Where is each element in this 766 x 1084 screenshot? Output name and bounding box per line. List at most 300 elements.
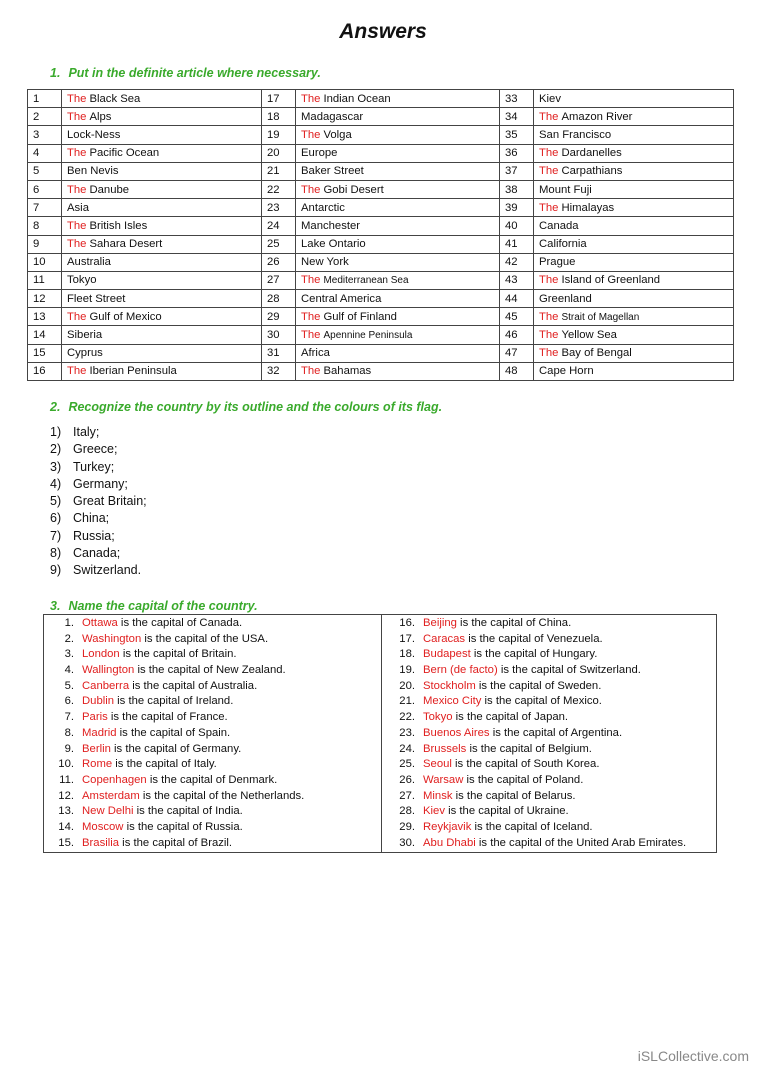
countries-list [50,424,147,580]
list-item [50,459,147,476]
item-number: 34 [500,108,534,126]
place-name: Sahara Desert [89,238,163,251]
capitals-left-column [44,616,304,851]
capital-name: Washington [82,632,142,645]
item-number: 21 [262,162,296,180]
item-number: 41 [500,235,534,253]
list-item [390,710,686,726]
list-item [390,616,686,632]
capital-name: Copenhagen [82,773,147,786]
definite-article: The [301,183,321,196]
definite-article: The [67,238,87,251]
item-number: 16. [399,617,415,629]
list-item [44,694,304,710]
item-number: 3) [50,459,62,474]
item-answer [296,308,500,326]
item-number: 9 [28,235,62,253]
definite-article: The [539,165,559,178]
item-number: 48 [500,362,534,380]
table-row [28,326,734,344]
capital-name: Minsk [423,789,453,802]
item-answer [534,126,734,144]
item-answer [62,308,262,326]
item-answer [534,199,734,217]
item-number: 22 [262,180,296,198]
list-item [390,773,686,789]
item-number: 33 [500,90,534,108]
table-row [28,162,734,180]
item-answer [296,362,500,380]
item-answer [534,235,734,253]
list-item [44,632,304,648]
item-number: 7. [64,711,74,724]
item-answer [296,235,500,253]
capital-sentence: is the capital of Iceland. [471,820,593,833]
capital-sentence: is the capital of Ireland. [114,695,234,708]
item-number: 37 [500,162,534,180]
capital-sentence: is the capital of Belarus. [452,789,576,802]
section-2-number: 2. [50,400,61,414]
item-number: 40 [500,217,534,235]
item-number: 8) [50,546,62,561]
capital-sentence: is the capital of the USA. [141,632,269,645]
item-number: 11 [28,271,62,289]
place-name: San Francisco [539,128,612,141]
place-name: Tokyo [67,274,97,287]
item-number: 4 [28,144,62,162]
definite-article: The [301,274,321,287]
item-answer [62,344,262,362]
item-number: 4. [64,664,74,677]
place-name: Prague [539,256,576,269]
country-name: Italy; [73,425,100,439]
capital-sentence: is the capital of Russia. [123,820,243,833]
item-number: 2. [64,632,74,645]
item-answer [62,199,262,217]
capital-name: Buenos Aires [423,726,490,739]
capital-name: Canberra [82,679,130,692]
place-name: Mount Fuji [539,183,592,196]
item-number: 1 [28,90,62,108]
list-item [390,663,686,679]
capital-name: Abu Dhabi [423,836,476,849]
country-name: Canada; [73,546,121,561]
place-name: Yellow Sea [561,329,617,342]
place-name: Siberia [67,329,103,342]
item-answer [534,362,734,380]
item-number: 2) [50,442,62,457]
item-number: 26 [262,253,296,271]
item-answer [534,253,734,271]
item-answer [296,326,500,344]
capital-name: Amsterdam [82,789,140,802]
item-number: 15. [58,836,74,849]
country-name: Russia; [73,528,115,543]
table-row [28,308,734,326]
capital-sentence: is the capital of Germany. [110,742,242,755]
item-number: 29. [399,820,415,833]
table-row [28,290,734,308]
section-2-heading-text: Recognize the country by its outline and the colours of its flag. [68,400,443,414]
item-number: 23 [262,199,296,217]
capital-sentence: is the capital of Denmark. [146,773,278,786]
list-item [44,647,304,663]
place-name: Himalayas [561,201,615,214]
table-row [28,362,734,380]
item-number: 8 [28,217,62,235]
item-number: 2 [28,108,62,126]
item-answer [534,326,734,344]
item-number: 15 [28,344,62,362]
capital-sentence: is the capital of Argentina. [489,726,623,739]
place-name: New York [301,256,349,269]
capital-sentence: is the capital of Britain. [119,648,237,661]
place-name: Fleet Street [67,292,126,305]
table-row [28,235,734,253]
table-row [28,271,734,289]
table-row [28,253,734,271]
item-number: 18 [262,108,296,126]
item-answer [534,180,734,198]
item-number: 36 [500,144,534,162]
definite-article: The [539,274,559,287]
capital-name: Reykjavik [423,820,472,833]
place-name: Cape Horn [539,365,594,378]
place-name: Canada [539,219,579,232]
list-item [44,789,304,805]
place-name: Africa [301,347,330,360]
capitals-box [43,614,717,853]
place-name: Madagascar [301,110,364,123]
item-answer [296,344,500,362]
item-number: 30 [262,326,296,344]
item-number: 9. [64,742,74,755]
place-name: Dardanelles [561,147,622,160]
table-row [28,126,734,144]
place-name: Black Sea [89,92,141,105]
capital-sentence: is the capital of Australia. [129,679,258,692]
item-number: 3. [64,648,74,661]
item-number: 11. [59,773,74,786]
item-number: 4) [50,476,62,491]
item-number: 20 [262,144,296,162]
capital-sentence: is the capital of France. [107,711,228,724]
definite-article: The [301,92,321,105]
definite-article: The [539,201,559,214]
item-number: 16 [28,362,62,380]
capital-sentence: is the capital of Spain. [116,726,231,739]
list-item [50,545,147,562]
item-answer [62,162,262,180]
place-name: Manchester [301,219,361,232]
item-answer [534,308,734,326]
item-answer [534,90,734,108]
section-1-heading-text: Put in the definite article where necessary. [68,66,321,80]
place-name: British Isles [89,219,148,232]
definite-article: The [301,365,321,378]
place-name: Iberian Peninsula [89,365,177,378]
place-name: Gulf of Mexico [89,310,162,323]
item-answer [534,271,734,289]
list-item [390,632,686,648]
capital-name: London [82,648,120,661]
item-number: 27. [399,789,415,802]
item-number: 26. [399,773,415,786]
item-number: 28 [262,290,296,308]
item-number: 27 [262,271,296,289]
item-number: 28. [399,805,415,818]
place-name: Ben Nevis [67,165,119,178]
capital-sentence: is the capital of the United Arab Emirates. [475,836,687,849]
place-name: Indian Ocean [323,92,391,105]
place-name: Bay of Bengal [561,347,632,360]
capital-name: Madrid [82,726,117,739]
item-answer [534,344,734,362]
capital-sentence: is the capital of China. [456,617,572,629]
item-number: 31 [262,344,296,362]
place-name: Gobi Desert [323,183,384,196]
place-name: Gulf of Finland [323,310,397,323]
section-3-number: 3. [50,599,61,613]
item-answer [62,362,262,380]
place-name: Island of Greenland [561,274,661,287]
item-number: 20. [399,679,415,692]
list-item [390,789,686,805]
item-answer [62,126,262,144]
capital-sentence: is the capital of Switzerland. [497,664,641,677]
list-item [44,663,304,679]
list-item [44,726,304,742]
list-item [390,647,686,663]
list-item [50,528,147,545]
country-name: Great Britain; [73,494,147,509]
list-item [50,441,147,458]
capital-name: Moscow [82,820,124,833]
capital-name: Kiev [423,805,445,818]
capital-name: Mexico City [423,695,482,708]
place-name: Mediterranean Sea [323,275,409,287]
definite-article: The [67,147,87,160]
item-answer [534,162,734,180]
place-name: Europe [301,147,338,160]
list-item [44,679,304,695]
watermark: iSLCollective.com [637,1048,749,1064]
place-name: Asia [67,201,89,214]
item-answer [296,271,500,289]
country-name: Switzerland. [73,563,142,578]
place-name: Volga [323,128,352,141]
capital-name: Warsaw [423,773,464,786]
item-number: 12. [58,789,74,802]
item-number: 24. [399,742,415,755]
capital-sentence: is the capital of Mexico. [481,695,602,708]
item-number: 9) [50,563,62,578]
item-number: 19 [262,126,296,144]
item-number: 17 [262,90,296,108]
place-name: Cyprus [67,347,103,360]
item-answer [296,253,500,271]
definite-article: The [539,329,559,342]
item-number: 43 [500,271,534,289]
item-answer [296,108,500,126]
table-row [28,108,734,126]
place-name: Apennine Peninsula [323,330,413,342]
section-1-number: 1. [50,66,61,80]
item-number: 45 [500,308,534,326]
item-number: 29 [262,308,296,326]
list-item [44,804,304,820]
item-answer [296,90,500,108]
page-title: Answers [339,20,427,43]
place-name: Antarctic [301,201,345,214]
item-number: 17. [399,632,415,645]
item-answer [62,290,262,308]
capital-name: Brussels [423,742,467,755]
capital-name: Berlin [82,742,111,755]
capital-name: Tokyo [423,711,453,724]
item-answer [296,217,500,235]
list-item [50,562,147,579]
list-item [390,804,686,820]
item-answer [534,217,734,235]
list-item [390,679,686,695]
item-answer [296,290,500,308]
place-name: Baker Street [301,165,364,178]
capital-sentence: is the capital of Brazil. [119,836,233,849]
section-1-heading [50,66,321,80]
item-number: 1. [64,617,74,629]
item-number: 25. [399,758,415,771]
list-item [390,694,686,710]
table-row [28,199,734,217]
definite-article: The [301,329,321,342]
list-item [390,757,686,773]
table-row [28,144,734,162]
item-answer [534,144,734,162]
definite-article: The [301,128,321,141]
capital-name: New Delhi [82,805,134,818]
item-number: 38 [500,180,534,198]
item-number: 6. [64,695,74,708]
country-name: Turkey; [73,459,115,474]
list-item [44,820,304,836]
capital-name: Stockholm [423,679,476,692]
item-answer [296,199,500,217]
capital-sentence: is the capital of South Korea. [451,758,600,771]
item-number: 7 [28,199,62,217]
capital-sentence: is the capital of Belgium. [466,742,592,755]
place-name: California [539,238,587,251]
item-number: 1) [50,425,62,439]
capitals-right-column [390,616,686,851]
item-answer [62,326,262,344]
definite-article: The [539,310,559,323]
place-name: Amazon River [561,110,633,123]
section-3-heading [50,599,258,613]
item-answer [296,144,500,162]
place-name: Strait of Magellan [561,311,640,323]
capital-sentence: is the capital of the Netherlands. [139,789,305,802]
item-number: 21. [399,695,415,708]
country-name: Greece; [73,442,118,457]
capital-sentence: is the capital of Japan. [452,711,569,724]
list-item [50,424,147,441]
section-2-heading [50,400,442,414]
capital-name: Paris [82,711,108,724]
item-number: 7) [50,528,62,543]
capital-name: Dublin [82,695,115,708]
place-name: Lock-Ness [67,128,121,141]
item-number: 42 [500,253,534,271]
item-number: 13. [58,805,74,818]
list-item [44,616,304,632]
table-row [28,344,734,362]
item-answer [62,217,262,235]
item-answer [62,144,262,162]
item-number: 19. [399,664,415,677]
item-answer [62,253,262,271]
list-item [50,510,147,527]
articles-table [27,89,734,381]
item-number: 39 [500,199,534,217]
capital-name: Bern (de facto) [423,664,498,677]
table-row [28,180,734,198]
list-item [44,710,304,726]
item-answer [62,180,262,198]
table-row [28,90,734,108]
list-item [44,773,304,789]
item-answer [62,108,262,126]
section-3-heading-text: Name the capital of the country. [68,599,258,613]
item-answer [62,235,262,253]
item-number: 3 [28,126,62,144]
list-item [44,757,304,773]
country-name: Germany; [73,476,128,491]
place-name: Greenland [539,292,592,305]
definite-article: The [301,310,321,323]
list-item [44,836,304,852]
capital-sentence: is the capital of Ukraine. [444,805,569,818]
capital-name: Wallington [82,664,135,677]
item-answer [534,108,734,126]
definite-article: The [67,365,87,378]
country-name: China; [73,511,110,526]
place-name: Pacific Ocean [89,147,160,160]
item-number: 25 [262,235,296,253]
item-number: 12 [28,290,62,308]
list-item [390,742,686,758]
definite-article: The [539,347,559,360]
list-item [390,836,686,852]
capital-sentence: is the capital of India. [133,805,243,818]
item-number: 5 [28,162,62,180]
item-number: 14 [28,326,62,344]
item-number: 47 [500,344,534,362]
list-item [50,493,147,510]
item-number: 18. [399,648,415,661]
capital-sentence: is the capital of Hungary. [470,648,598,661]
definite-article: The [67,219,87,232]
capital-name: Beijing [423,617,457,629]
item-number: 22. [399,711,415,724]
item-answer [62,271,262,289]
item-number: 5. [64,679,74,692]
capital-name: Ottawa [82,617,118,629]
item-number: 8. [64,726,74,739]
place-name: Central America [301,292,382,305]
capital-sentence: is the capital of Canada. [117,617,243,629]
definite-article: The [539,147,559,160]
